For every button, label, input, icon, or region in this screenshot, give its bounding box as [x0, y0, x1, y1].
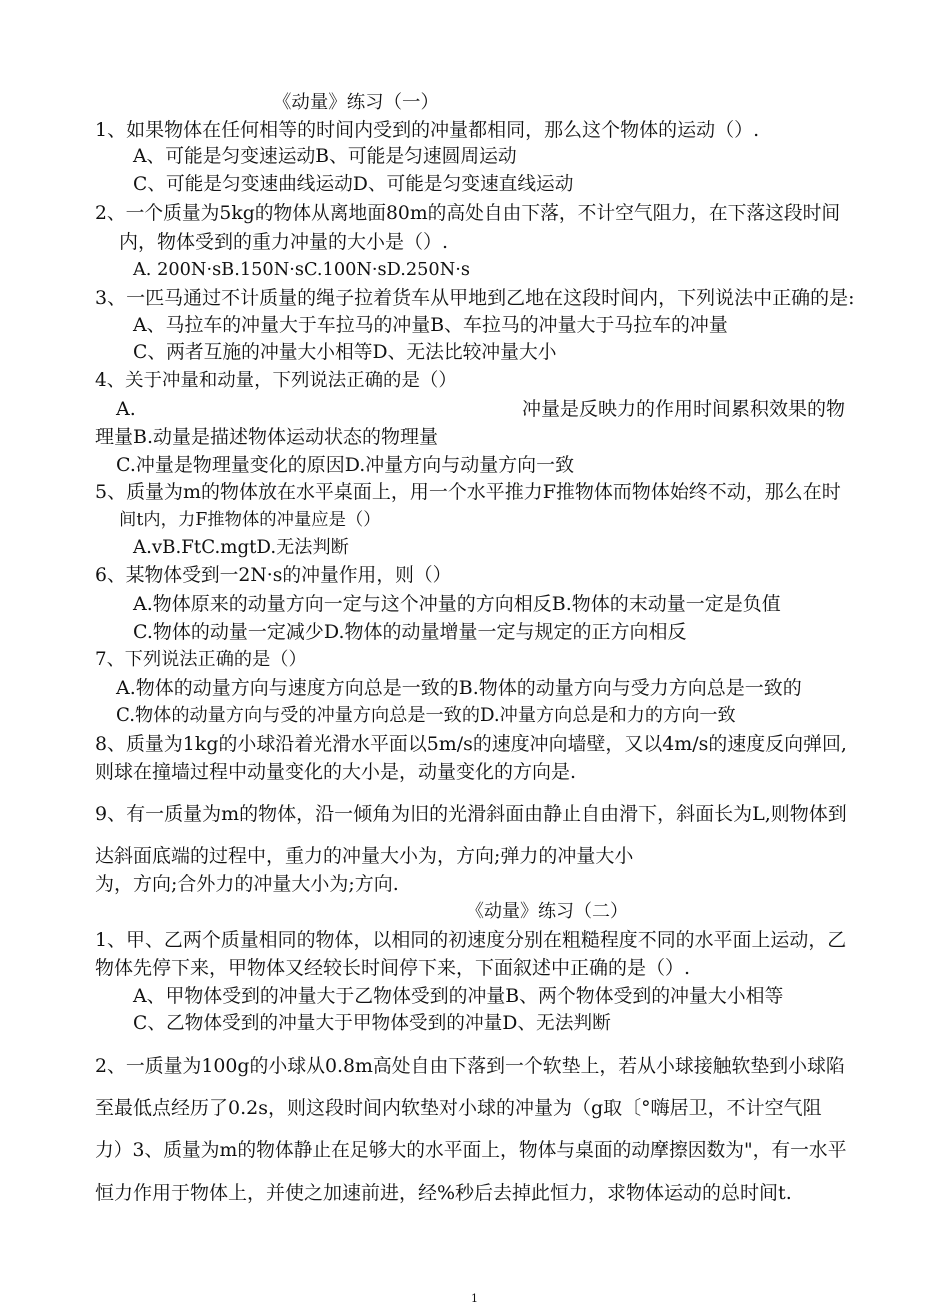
line: A.物体的动量方向与速度方向总是一致的B.物体的动量方向与受力方向总是一致的 — [116, 677, 802, 699]
line: A、可能是匀变速运动B、可能是匀速圆周运动 — [133, 146, 517, 167]
line: 1、如果物体在任何相等的时间内受到的冲量都相同，那么这个物体的运动（）. — [95, 119, 760, 141]
line: 为，方向;合外力的冲量大小为;方向. — [95, 873, 399, 895]
line: A.物体原来的动量方向一定与这个冲量的方向相反B.物体的末动量一定是负值 — [133, 593, 781, 615]
line: 恒力作用于物体上，并使之加速前进，经%秒后去掉此恒力，求物体运动的总时间t. — [95, 1182, 792, 1204]
line: A. 200N·sB.150N·sC.100N·sD.250N·s — [133, 260, 470, 280]
line: 3、一匹马通过不计质量的绳子拉着货车从甲地到乙地在这段时间内，下列说法中正确的是: — [95, 287, 855, 309]
line: 2、一个质量为5kg的物体从离地面80m的高处自由下落，不计空气阻力，在下落这段时间 — [95, 203, 841, 224]
line: 内，物体受到的重力冲量的大小是（）. — [119, 231, 449, 253]
line: 则球在撞墙过程中动量变化的大小是，动量变化的方向是. — [95, 761, 577, 783]
page-number: 1 — [471, 1292, 478, 1305]
line: C、可能是匀变速曲线运动D、可能是匀变速直线运动 — [133, 174, 574, 195]
line: 达斜面底端的过程中，重力的冲量大小为，方向;弹力的冲量大小 — [95, 845, 634, 867]
line: 力）3、质量为m的物体静止在足够大的水平面上，物体与桌面的动摩擦因数为"，有一水平 — [95, 1140, 847, 1161]
line: 冲量是反映力的作用时间累积效果的物 — [522, 398, 846, 420]
line: C、两者互施的冲量大小相等D、无法比较冲量大小 — [133, 342, 557, 363]
line: C.物体的动量一定减少D.物体的动量增量一定与规定的正方向相反 — [133, 621, 687, 643]
line: A、甲物体受到的冲量大于乙物体受到的冲量B、两个物体受到的冲量大小相等 — [133, 985, 784, 1007]
line: 2、一质量为100g的小球从0.8m高处自由下落到一个软垫上，若从小球接触软垫到小球陷 — [95, 1055, 845, 1077]
line: 5、质量为m的物体放在水平桌面上，用一个水平推力F推物体而物体始终不动，那么在时 — [95, 481, 841, 503]
line: C.冲量是物理量变化的原因D.冲量方向与动量方向一致 — [116, 454, 575, 476]
line: 6、某物体受到一2N·s的冲量作用，则（） — [95, 565, 452, 586]
line: 1、甲、乙两个质量相同的物体，以相同的初速度分别在粗糙程度不同的水平面上运动，乙 — [95, 929, 847, 951]
line: 间t内，力F推物体的冲量应是（） — [119, 510, 381, 530]
line: 8、质量为1kg的小球沿着光滑水平面以5m/s的速度冲向墙壁，又以4m/s的速度反向弹回, — [95, 733, 847, 755]
line: A、马拉车的冲量大于车拉马的冲量B、车拉马的冲量大于马拉车的冲量 — [133, 314, 728, 336]
line: 9、有一质量为m的物体，沿一倾角为旧的光滑斜面由静止自由滑下，斜面长为L,则物体到 — [95, 803, 847, 825]
line: A.vB.FtC.mgtD.无法判断 — [133, 537, 349, 558]
line: 至最低点经历了0.2s，则这段时间内软垫对小球的冲量为（g取〔°嗨居卫，不计空气阻 — [95, 1097, 822, 1119]
section1-title: 《动量》练习（一） — [273, 92, 439, 113]
line: 4、关于冲量和动量，下列说法正确的是（） — [95, 370, 457, 391]
line: A. — [116, 398, 136, 420]
line: 7、下列说法正确的是（） — [95, 649, 307, 670]
section2-title: 《动量》练习（二） — [466, 901, 628, 922]
line: C.物体的动量方向与受的冲量方向总是一致的D.冲量方向总是和力的方向一致 — [116, 705, 736, 726]
line: C、乙物体受到的冲量大于甲物体受到的冲量D、无法判断 — [133, 1013, 611, 1034]
line: 物体先停下来，甲物体又经较长时间停下来，下面叙述中正确的是（）. — [95, 957, 691, 979]
line: 理量B.动量是描述物体运动状态的物理量 — [95, 426, 439, 448]
